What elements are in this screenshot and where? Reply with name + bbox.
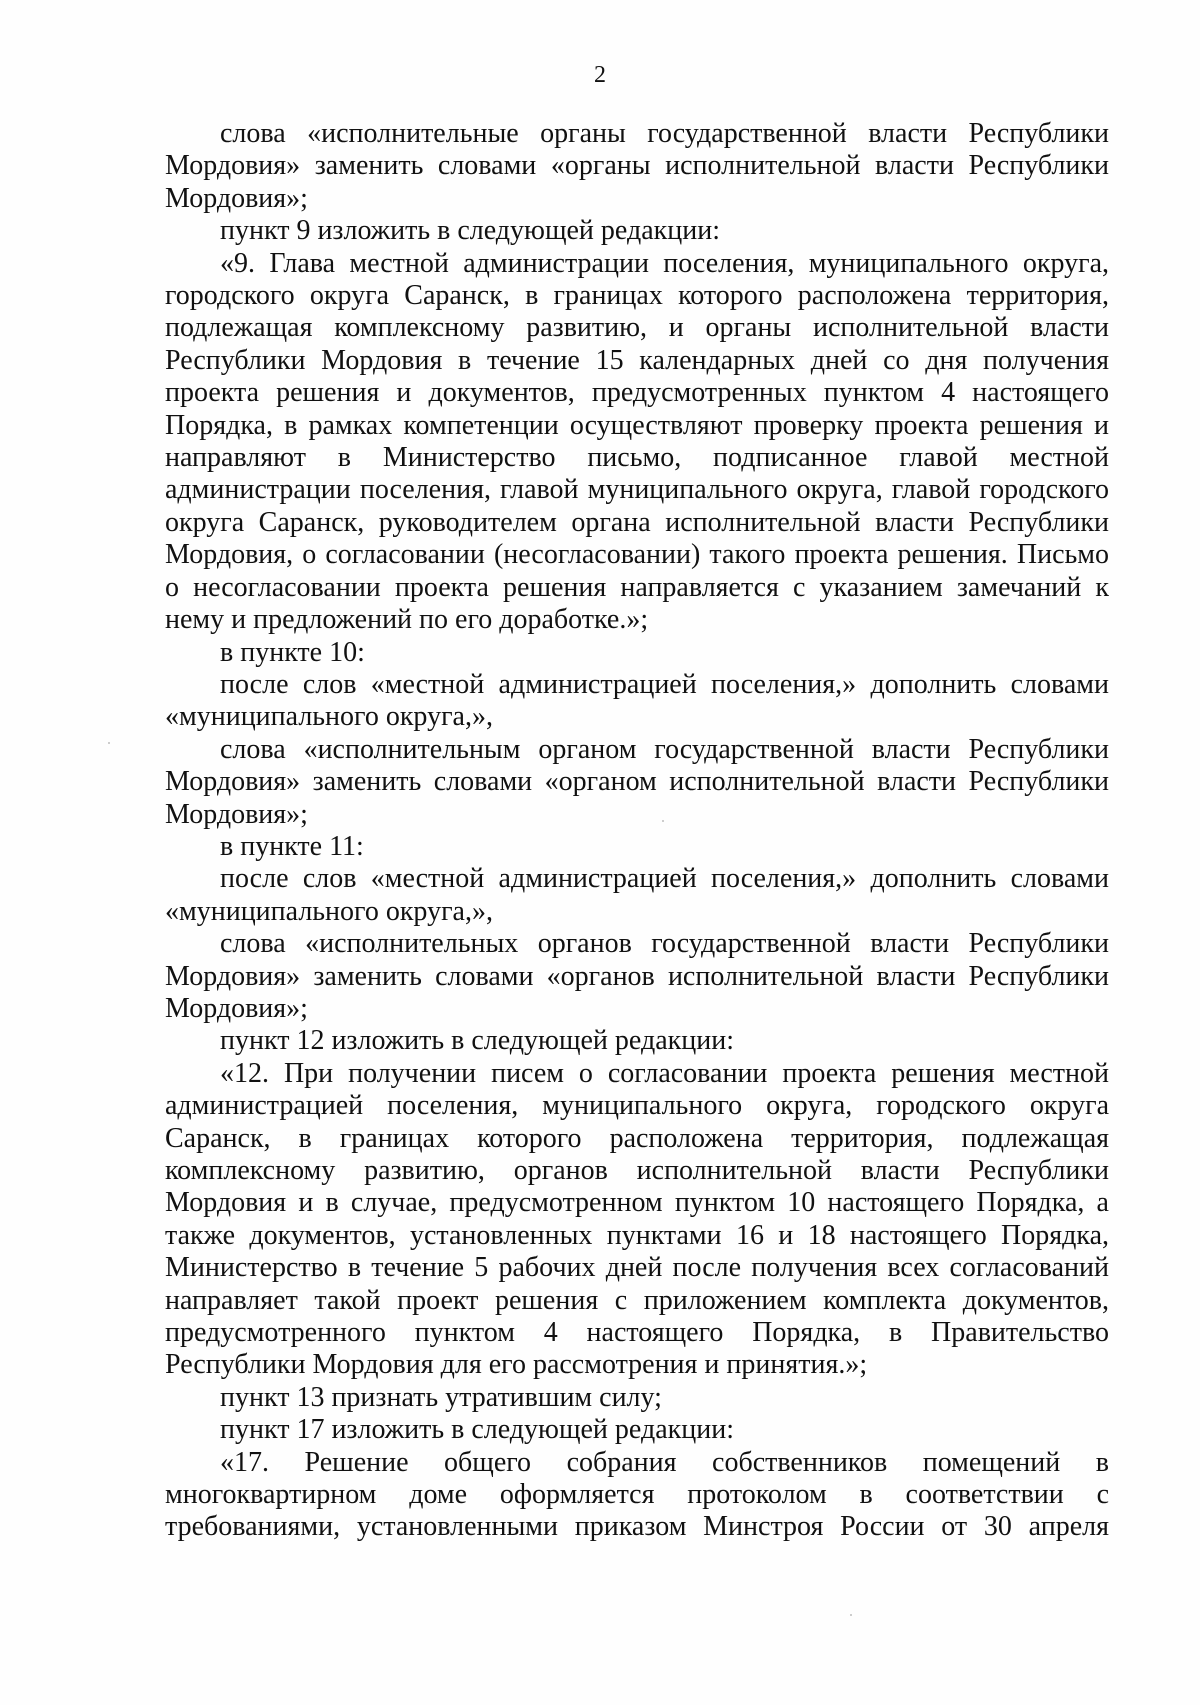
paragraph: слова «исполнительные органы государственной власти Республики Мордовия» заменить словами «органы исполнительной власти Республики Мордовия»; (165, 118, 1109, 214)
paragraph: в пункте 10: (220, 636, 365, 668)
paragraph: «17. Решение общего собрания собственников помещений в многоквартирном доме оформляется протоколом в соответствии с требованиями, установленными приказом Минстроя России от 30 апреля (165, 1446, 1109, 1543)
scan-speck (108, 742, 110, 744)
page-number: 2 (594, 62, 606, 88)
paragraph: пункт 12 изложить в следующей редакции: (220, 1025, 734, 1057)
paragraph: слова «исполнительным органом государственной власти Республики Мордовия» заменить словами «органом исполнительной власти Республики Мордовия»; (165, 733, 1109, 830)
paragraph: в пункте 11: (220, 830, 364, 862)
scan-speck (850, 1614, 852, 1616)
document-body (165, 118, 1109, 1544)
scan-speck (662, 820, 664, 822)
paragraph: «12. При получении писем о согласовании проекта решения местной администрацией поселения, муниципального округа, городского округа Саранск, в границах которого расположена территория, подлежащая комплексному развитию, органов исполнительной власти Республики Мордовия и в случае, предусмотренном пунктом 10 настоящего Порядка, а также документов, установленных пунктами 16 и 18 настоящего Порядка, Министерство в течение 5 рабочих дней после получения всех согласований направляет такой проект решения с приложением комплекта документов, предусмотренного пунктом 4 настоящего Порядка, в Правительство Республики Мордовия для его рассмотрения и принятия.»; (165, 1057, 1109, 1381)
paragraph: пункт 9 изложить в следующей редакции: (220, 215, 720, 247)
paragraph: пункт 17 изложить в следующей редакции: (220, 1414, 734, 1446)
paragraph: слова «исполнительных органов государственной власти Республики Мордовия» заменить словами «органов исполнительной власти Республики Мордовия»; (165, 928, 1109, 1024)
paragraph: после слов «местной администрацией поселения,» дополнить словами «муниципального округа,», (165, 863, 1109, 927)
paragraph: после слов «местной администрацией поселения,» дополнить словами «муниципального округа,», (165, 668, 1109, 733)
paragraph: пункт 13 признать утратившим силу; (220, 1381, 662, 1413)
paragraph: «9. Глава местной администрации поселения, муниципального округа, городского округа Саранск, в границах которого расположена территория, подлежащая комплексному развитию, и органы исполнительной власти Республики Мордовия в течение 15 календарных дней со дня получения проекта решения и документов, предусмотренных пунктом 4 настоящего Порядка, в рамках компетенции осуществляют проверку проекта решения и направляют в Министерство письмо, подписанное главой местной администрации поселения, главой муниципального округа, главой городского округа Саранск, руководителем органа исполнительной власти Республики Мордовия, о согласовании (несогласовании) такого проекта решения. Письмо о несогласовании проекта решения направляется с указанием замечаний к нему и предложений по его доработке.»; (165, 247, 1109, 636)
